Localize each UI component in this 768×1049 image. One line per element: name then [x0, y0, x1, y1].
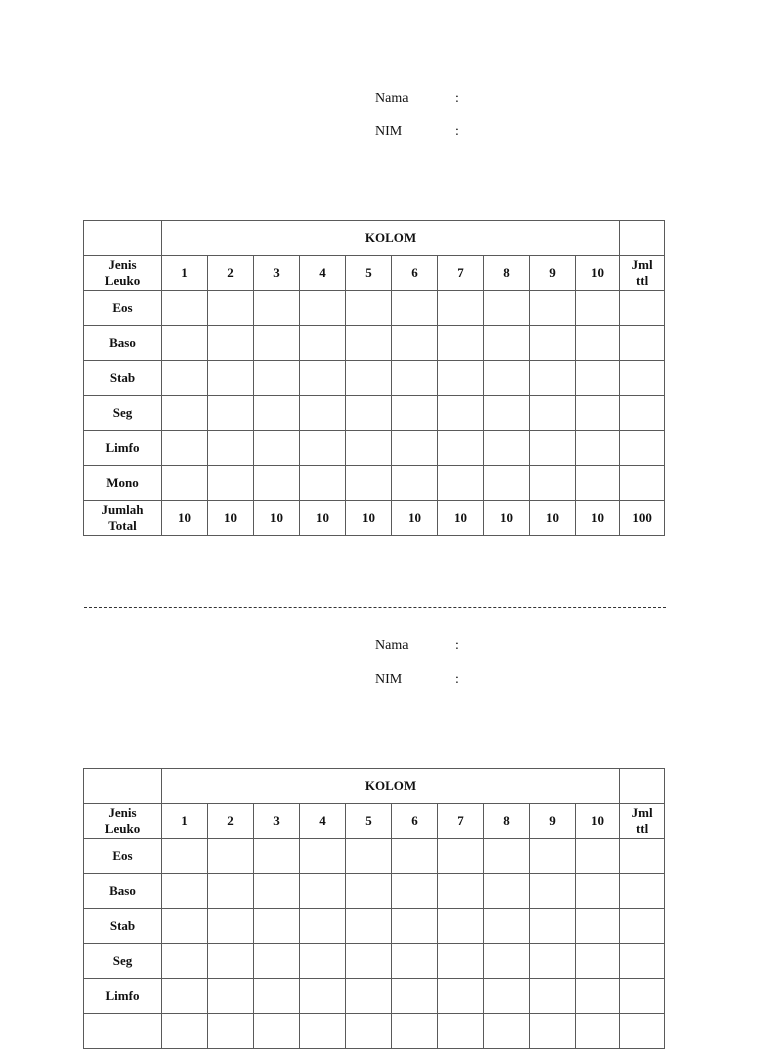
count-cell[interactable] [346, 874, 392, 909]
count-cell[interactable] [208, 874, 254, 909]
total-cell: 10 [530, 501, 576, 536]
row-label: Limfo [84, 979, 162, 1014]
leukocyte-count-table [83, 220, 665, 536]
count-cell[interactable] [484, 944, 530, 979]
count-cell[interactable] [300, 944, 346, 979]
row-label: Stab [84, 361, 162, 396]
column-number-header: 9 [530, 804, 576, 839]
count-cell[interactable] [484, 979, 530, 1014]
count-cell[interactable] [530, 396, 576, 431]
count-cell[interactable] [162, 979, 208, 1014]
count-cell[interactable] [392, 839, 438, 874]
count-cell[interactable] [346, 979, 392, 1014]
count-cell[interactable] [484, 361, 530, 396]
count-cell[interactable] [208, 431, 254, 466]
column-number-header: 6 [392, 256, 438, 291]
count-cell[interactable] [576, 909, 620, 944]
count-cell[interactable] [438, 874, 484, 909]
count-cell[interactable] [620, 874, 665, 909]
nim-colon: : [455, 672, 459, 687]
count-cell[interactable] [392, 874, 438, 909]
table-row [84, 291, 665, 326]
count-cell[interactable] [484, 326, 530, 361]
count-cell[interactable] [254, 839, 300, 874]
count-cell[interactable] [484, 291, 530, 326]
count-cell[interactable] [530, 979, 576, 1014]
count-cell[interactable] [208, 326, 254, 361]
count-cell[interactable] [620, 291, 665, 326]
column-number-header: 5 [346, 256, 392, 291]
count-cell[interactable] [576, 1014, 620, 1049]
name-label: Nama [375, 638, 409, 653]
table-row [84, 466, 665, 501]
count-cell[interactable] [208, 1014, 254, 1049]
column-number-header: 2 [208, 804, 254, 839]
count-cell[interactable] [300, 874, 346, 909]
row-label: Seg [84, 396, 162, 431]
count-cell[interactable] [346, 396, 392, 431]
table-row [84, 944, 665, 979]
table-row [84, 431, 665, 466]
column-number-header: 2 [208, 256, 254, 291]
count-cell[interactable] [300, 431, 346, 466]
header-kolom: KOLOM [162, 221, 620, 256]
row-label: Eos [84, 839, 162, 874]
count-cell[interactable] [346, 326, 392, 361]
count-cell[interactable] [392, 466, 438, 501]
count-cell[interactable] [254, 944, 300, 979]
nim-line [375, 123, 459, 141]
row-label: Eos [84, 291, 162, 326]
header-jml-ttl: Jml ttl [620, 804, 665, 839]
count-cell[interactable] [484, 1014, 530, 1049]
table-row [84, 361, 665, 396]
count-cell[interactable] [620, 839, 665, 874]
total-cell: 10 [254, 501, 300, 536]
count-cell[interactable] [530, 874, 576, 909]
nim-label: NIM [375, 672, 403, 687]
count-cell[interactable] [438, 979, 484, 1014]
count-cell[interactable] [438, 944, 484, 979]
column-number-header: 10 [576, 256, 620, 291]
count-cell[interactable] [254, 979, 300, 1014]
table-row [84, 839, 665, 874]
count-cell[interactable] [576, 326, 620, 361]
column-number-header: 7 [438, 256, 484, 291]
total-cell: 10 [346, 501, 392, 536]
header-row-kolom [84, 769, 665, 804]
nim-label: NIM [375, 124, 403, 139]
count-cell[interactable] [346, 361, 392, 396]
name-colon: : [455, 91, 459, 106]
count-cell[interactable] [530, 431, 576, 466]
count-cell[interactable] [162, 466, 208, 501]
header-jenis-leuko: Jenis Leuko [84, 256, 162, 291]
count-cell[interactable] [438, 839, 484, 874]
table-row [84, 874, 665, 909]
count-cell[interactable] [208, 944, 254, 979]
count-cell[interactable] [300, 326, 346, 361]
header-empty-cell [84, 769, 162, 804]
column-number-header: 1 [162, 804, 208, 839]
count-cell[interactable] [208, 291, 254, 326]
count-cell[interactable] [208, 466, 254, 501]
header-row-columns [84, 804, 665, 839]
header-kolom: KOLOM [162, 769, 620, 804]
count-cell[interactable] [530, 291, 576, 326]
total-cell: 10 [576, 501, 620, 536]
count-cell[interactable] [162, 431, 208, 466]
count-cell[interactable] [162, 944, 208, 979]
count-cell[interactable] [620, 466, 665, 501]
header-empty-cell [620, 221, 665, 256]
count-cell[interactable] [620, 361, 665, 396]
count-cell[interactable] [84, 1014, 162, 1049]
count-cell[interactable] [208, 396, 254, 431]
count-cell[interactable] [620, 979, 665, 1014]
row-label: Stab [84, 909, 162, 944]
header-jml-ttl: Jml ttl [620, 256, 665, 291]
header-row-columns [84, 256, 665, 291]
count-cell[interactable] [438, 466, 484, 501]
total-cell: 10 [484, 501, 530, 536]
count-cell[interactable] [300, 361, 346, 396]
count-cell[interactable] [162, 361, 208, 396]
count-cell[interactable] [254, 431, 300, 466]
count-cell[interactable] [346, 909, 392, 944]
header-empty-cell [84, 221, 162, 256]
count-cell[interactable] [530, 326, 576, 361]
table-row [84, 979, 665, 1014]
count-cell[interactable] [392, 396, 438, 431]
count-cell[interactable] [484, 431, 530, 466]
count-cell[interactable] [438, 326, 484, 361]
count-cell[interactable] [162, 396, 208, 431]
count-cell[interactable] [208, 361, 254, 396]
count-cell[interactable] [300, 396, 346, 431]
count-cell[interactable] [438, 361, 484, 396]
count-cell[interactable] [576, 396, 620, 431]
count-cell[interactable] [300, 291, 346, 326]
row-label: Seg [84, 944, 162, 979]
count-cell[interactable] [576, 839, 620, 874]
count-cell[interactable] [484, 839, 530, 874]
count-cell[interactable] [300, 839, 346, 874]
count-cell[interactable] [392, 291, 438, 326]
count-cell[interactable] [484, 874, 530, 909]
count-cell[interactable] [576, 944, 620, 979]
count-cell[interactable] [438, 909, 484, 944]
count-cell[interactable] [576, 361, 620, 396]
count-cell[interactable] [576, 979, 620, 1014]
count-cell[interactable] [438, 291, 484, 326]
count-cell[interactable] [300, 1014, 346, 1049]
count-cell[interactable] [620, 1014, 665, 1049]
column-number-header: 1 [162, 256, 208, 291]
total-cell: 10 [208, 501, 254, 536]
count-cell[interactable] [208, 909, 254, 944]
nim-colon: : [455, 124, 459, 139]
count-cell[interactable] [620, 396, 665, 431]
table-row [84, 326, 665, 361]
count-cell[interactable] [576, 431, 620, 466]
count-cell[interactable] [576, 291, 620, 326]
column-number-header: 7 [438, 804, 484, 839]
column-number-header: 10 [576, 804, 620, 839]
count-cell[interactable] [346, 944, 392, 979]
count-cell[interactable] [530, 909, 576, 944]
count-cell[interactable] [484, 466, 530, 501]
count-cell[interactable] [346, 839, 392, 874]
count-cell[interactable] [392, 1014, 438, 1049]
count-cell[interactable] [620, 909, 665, 944]
header-jenis-leuko: Jenis Leuko [84, 804, 162, 839]
column-number-header: 9 [530, 256, 576, 291]
name-label: Nama [375, 91, 409, 106]
count-cell[interactable] [392, 944, 438, 979]
column-number-header: 4 [300, 804, 346, 839]
cut-line-divider [84, 607, 666, 608]
count-cell[interactable] [346, 1014, 392, 1049]
header-row-kolom [84, 221, 665, 256]
count-cell[interactable] [162, 839, 208, 874]
count-cell[interactable] [576, 874, 620, 909]
count-cell[interactable] [438, 1014, 484, 1049]
count-cell[interactable] [346, 291, 392, 326]
column-number-header: 8 [484, 256, 530, 291]
count-cell[interactable] [162, 326, 208, 361]
count-cell[interactable] [530, 839, 576, 874]
row-label: Baso [84, 326, 162, 361]
count-cell[interactable] [254, 466, 300, 501]
nim-line [375, 671, 459, 689]
row-label: Baso [84, 874, 162, 909]
total-cell: 10 [438, 501, 484, 536]
count-cell[interactable] [438, 396, 484, 431]
count-cell[interactable] [484, 396, 530, 431]
count-cell[interactable] [576, 466, 620, 501]
column-number-header: 8 [484, 804, 530, 839]
count-cell[interactable] [530, 466, 576, 501]
count-cell[interactable] [254, 291, 300, 326]
count-cell[interactable] [392, 326, 438, 361]
count-cell[interactable] [162, 291, 208, 326]
total-label: Jumlah Total [84, 501, 162, 536]
name-line [375, 637, 459, 655]
table-row [84, 909, 665, 944]
count-cell[interactable] [162, 1014, 208, 1049]
count-cell[interactable] [620, 944, 665, 979]
total-cell: 10 [162, 501, 208, 536]
column-number-header: 6 [392, 804, 438, 839]
count-cell[interactable] [254, 361, 300, 396]
count-cell[interactable] [346, 431, 392, 466]
count-cell[interactable] [300, 979, 346, 1014]
total-cell: 10 [300, 501, 346, 536]
total-cell: 10 [392, 501, 438, 536]
column-number-header: 3 [254, 804, 300, 839]
count-cell[interactable] [254, 909, 300, 944]
count-cell[interactable] [620, 431, 665, 466]
count-cell[interactable] [300, 909, 346, 944]
count-cell[interactable] [254, 396, 300, 431]
count-cell[interactable] [484, 909, 530, 944]
column-number-header: 3 [254, 256, 300, 291]
row-label: Mono [84, 466, 162, 501]
count-cell[interactable] [208, 839, 254, 874]
count-cell[interactable] [392, 979, 438, 1014]
table-row [84, 1014, 665, 1049]
count-cell[interactable] [392, 909, 438, 944]
count-cell[interactable] [392, 361, 438, 396]
column-number-header: 5 [346, 804, 392, 839]
count-cell[interactable] [208, 979, 254, 1014]
total-row [84, 501, 665, 536]
name-colon: : [455, 638, 459, 653]
table-row [84, 396, 665, 431]
count-cell[interactable] [346, 466, 392, 501]
count-cell[interactable] [530, 944, 576, 979]
row-label: Limfo [84, 431, 162, 466]
count-cell[interactable] [162, 909, 208, 944]
count-cell[interactable] [254, 874, 300, 909]
column-number-header: 4 [300, 256, 346, 291]
count-cell[interactable] [254, 1014, 300, 1049]
leukocyte-count-table [83, 768, 665, 1049]
count-cell[interactable] [438, 431, 484, 466]
count-cell[interactable] [530, 361, 576, 396]
count-cell[interactable] [162, 874, 208, 909]
name-line [375, 90, 459, 108]
header-empty-cell [620, 769, 665, 804]
grand-total-cell: 100 [620, 501, 665, 536]
count-cell[interactable] [392, 431, 438, 466]
count-cell[interactable] [530, 1014, 576, 1049]
count-cell[interactable] [300, 466, 346, 501]
count-cell[interactable] [620, 326, 665, 361]
count-cell[interactable] [254, 326, 300, 361]
